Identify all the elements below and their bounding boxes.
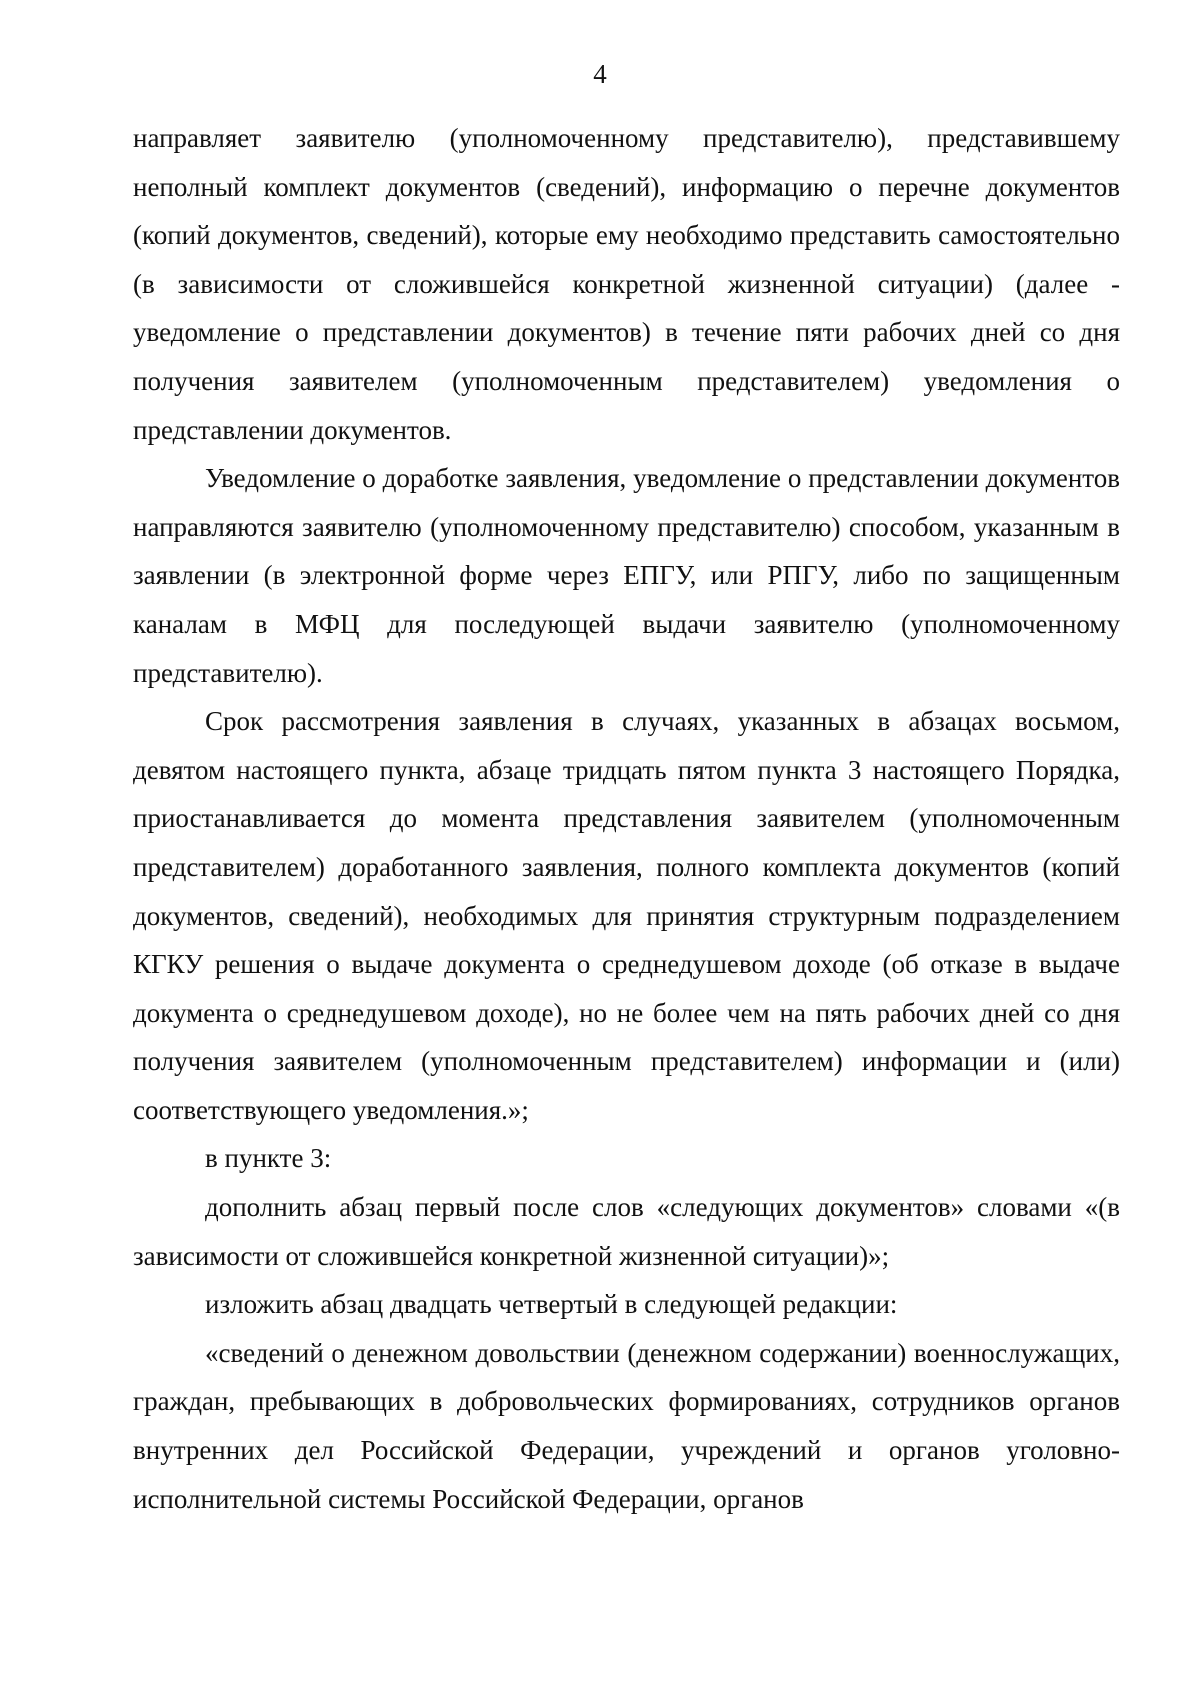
- paragraph-5: дополнить абзац первый после слов «следующих документов» словами «(в зависимости от сложившейся конкретной жизненной ситуации)»;: [133, 1192, 1120, 1271]
- document-body: [133, 114, 1120, 1523]
- paragraph-1: направляет заявителю (уполномоченному представителю), представившему неполный комплект документов (сведений), информацию о перечне документов (копий документов, сведений), которые ему необходимо представить самостоятельно (в зависимости от сложившейся конкретной жизненной ситуации) (далее - уведомление о представлении документов) в течение пяти рабочих дней со дня получения заявителем (уполномоченным представителем) уведомления о представлении документов.: [133, 123, 1120, 445]
- paragraph-2: Уведомление о доработке заявления, уведомление о представлении документов направляются заявителю (уполномоченному представителю) способом, указанным в заявлении (в электронной форме через ЕПГУ, или РПГУ, либо по защищенным каналам в МФЦ для последующей выдачи заявителю (уполномоченному представителю).: [133, 463, 1120, 688]
- paragraph-4: в пункте 3:: [205, 1143, 332, 1174]
- paragraph-3: Срок рассмотрения заявления в случаях, указанных в абзацах восьмом, девятом настоящего пункта, абзаце тридцать пятом пункта 3 настоящего Порядка, приостанавливается до момента представления заявителем (уполномоченным представителем) доработанного заявления, полного комплекта документов (копий документов, сведений), необходимых для принятия структурным подразделением КГКУ решения о выдаче документа о среднедушевом доходе (об отказе в выдаче документа о среднедушевом доходе), но не более чем на пять рабочих дней со дня получения заявителем (уполномоченным представителем) информации и (или) соответствующего уведомления.»;: [133, 706, 1120, 1125]
- paragraph-6: изложить абзац двадцать четвертый в следующей редакции:: [205, 1289, 898, 1320]
- paragraph-7: «сведений о денежном довольствии (денежном содержании) военнослужащих, граждан, пребывающих в добровольческих формированиях, сотрудников органов внутренних дел Российской Федерации, учреждений и органов уголовно-исполнительной системы Российской Федерации, органов: [133, 1337, 1120, 1514]
- page-number: 4: [593, 59, 607, 89]
